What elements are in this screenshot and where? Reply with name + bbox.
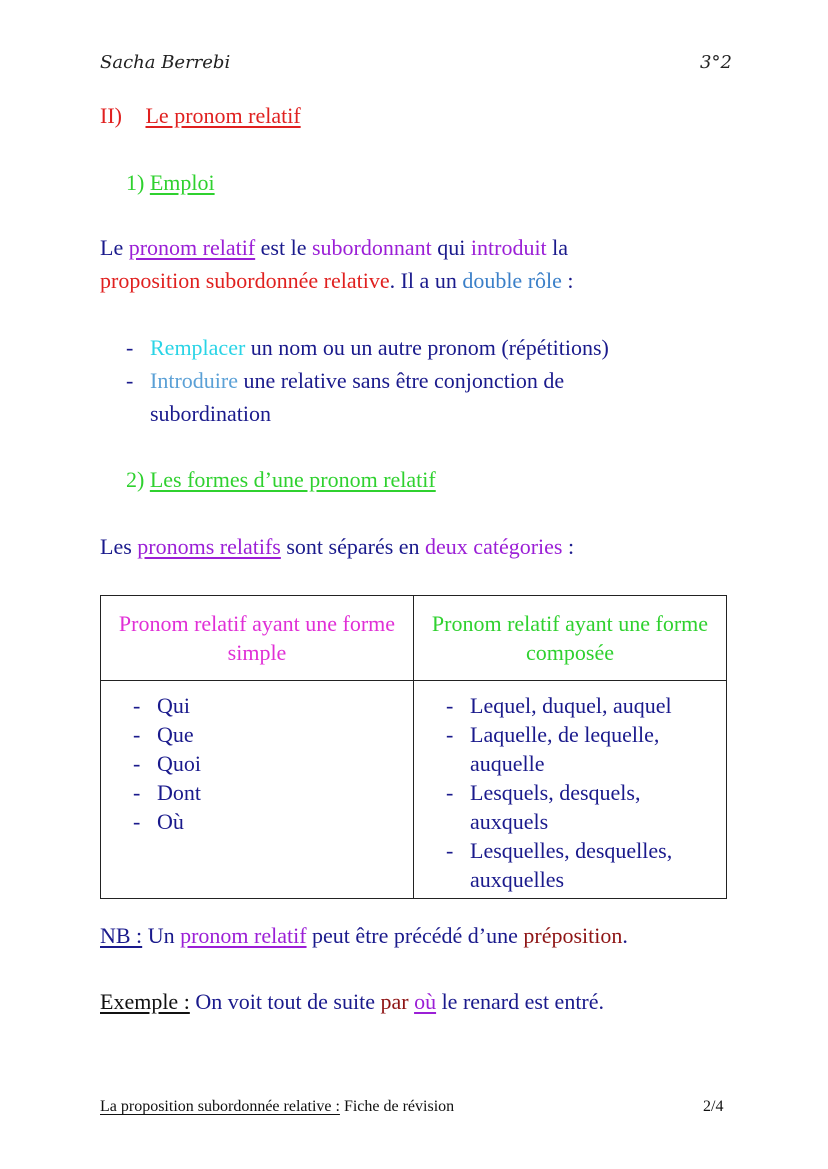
cat-term-deux-categories: deux catégories — [425, 534, 563, 559]
dash-bullet: - — [126, 368, 134, 393]
role-verb-remplacer: Remplacer — [150, 335, 246, 360]
subsection-1-title: Emploi — [149, 170, 215, 195]
nb-note — [100, 919, 628, 952]
example-preposition: par — [380, 989, 409, 1014]
nb-term-preposition: préposition — [523, 923, 623, 948]
def-term-introduit: introduit — [470, 235, 547, 260]
table-header-row — [101, 596, 727, 681]
categories-paragraph — [100, 530, 574, 563]
def-term-subordonnant: subordonnant — [312, 235, 432, 260]
section-number: II) — [100, 103, 122, 128]
def-word-la: la — [552, 235, 569, 260]
list-item: - Lesquelles, desquelles, auxquelles — [444, 836, 714, 894]
footer-title — [100, 1098, 454, 1116]
list-item: - Quoi — [131, 749, 401, 778]
class-label: 3°2 — [700, 52, 732, 73]
role-item — [126, 364, 746, 430]
def-word-qui: qui — [437, 235, 466, 260]
definition-line-1 — [100, 231, 740, 264]
page-number: 2/4 — [703, 1098, 724, 1115]
composed-forms-cell — [414, 681, 727, 899]
list-item: - Qui — [131, 691, 401, 720]
section-heading — [100, 99, 301, 132]
example-text-end: le renard est entré. — [441, 989, 605, 1014]
cat-term-pronoms-relatifs: pronoms relatifs — [137, 534, 281, 559]
nb-term-pronom-relatif: pronom relatif — [180, 923, 307, 948]
subsection-2-heading — [126, 463, 436, 496]
nb-text: peut être précédé d’une — [312, 923, 518, 948]
cat-text: sont séparés en — [286, 534, 420, 559]
subsection-1-number: 1) — [126, 170, 145, 195]
list-item: - Dont — [131, 778, 401, 807]
subsection-2-number: 2) — [126, 467, 145, 492]
role-text-continued: subordination — [150, 401, 271, 426]
def-term-double-role: double rôle — [462, 268, 562, 293]
list-item: - Lesquels, desquels, auxquels — [444, 778, 714, 836]
table-row — [101, 681, 727, 899]
composed-forms-list — [444, 691, 714, 894]
definition-line-2 — [100, 264, 740, 297]
definition-paragraph — [100, 231, 740, 297]
example-label: Exemple : — [100, 989, 190, 1014]
role-item — [126, 331, 746, 364]
cat-word-les: Les — [100, 534, 132, 559]
def-term-proposition: proposition subordonnée relative — [100, 268, 390, 293]
def-text-il-a-un: . Il a un — [389, 268, 457, 293]
simple-forms-list — [131, 691, 401, 836]
def-text-est-le: est le — [260, 235, 307, 260]
header-simple-form: Pronom relatif ayant une forme simple — [101, 596, 414, 681]
role-text: un nom ou un autre pronom (répétitions) — [250, 335, 609, 360]
def-term-pronom-relatif: pronom relatif — [128, 235, 256, 260]
def-word-le: Le — [100, 235, 124, 260]
subsection-1-heading — [126, 166, 215, 199]
role-verb-introduire: Introduire — [150, 368, 238, 393]
pronoun-forms-table — [100, 595, 727, 899]
def-colon: : — [561, 268, 574, 293]
dash-bullet: - — [126, 335, 134, 360]
list-item: - Que — [131, 720, 401, 749]
nb-word-un: Un — [147, 923, 175, 948]
simple-forms-cell — [101, 681, 414, 899]
footer-doc-title: La proposition subordonnée relative : — [100, 1098, 340, 1115]
roles-list — [126, 331, 746, 430]
nb-label: NB : — [100, 923, 143, 948]
role-text: une relative sans être conjonction de — [243, 368, 565, 393]
nb-period: . — [622, 923, 628, 948]
section-title: Le pronom relatif — [145, 103, 301, 128]
header-composed-form: Pronom relatif ayant une forme composée — [414, 596, 727, 681]
author-name: Sacha Berrebi — [100, 52, 231, 73]
cat-colon: : — [562, 534, 575, 559]
example-text-start: On voit tout de suite — [195, 989, 375, 1014]
example-line — [100, 985, 604, 1018]
list-item: - Lequel, duquel, auquel — [444, 691, 714, 720]
list-item: - Laquelle, de lequelle, auquelle — [444, 720, 714, 778]
list-item: - Où — [131, 807, 401, 836]
example-pronoun: où — [414, 989, 437, 1014]
subsection-2-title: Les formes d’une pronom relatif — [149, 467, 436, 492]
footer-subtitle: Fiche de révision — [343, 1098, 455, 1115]
